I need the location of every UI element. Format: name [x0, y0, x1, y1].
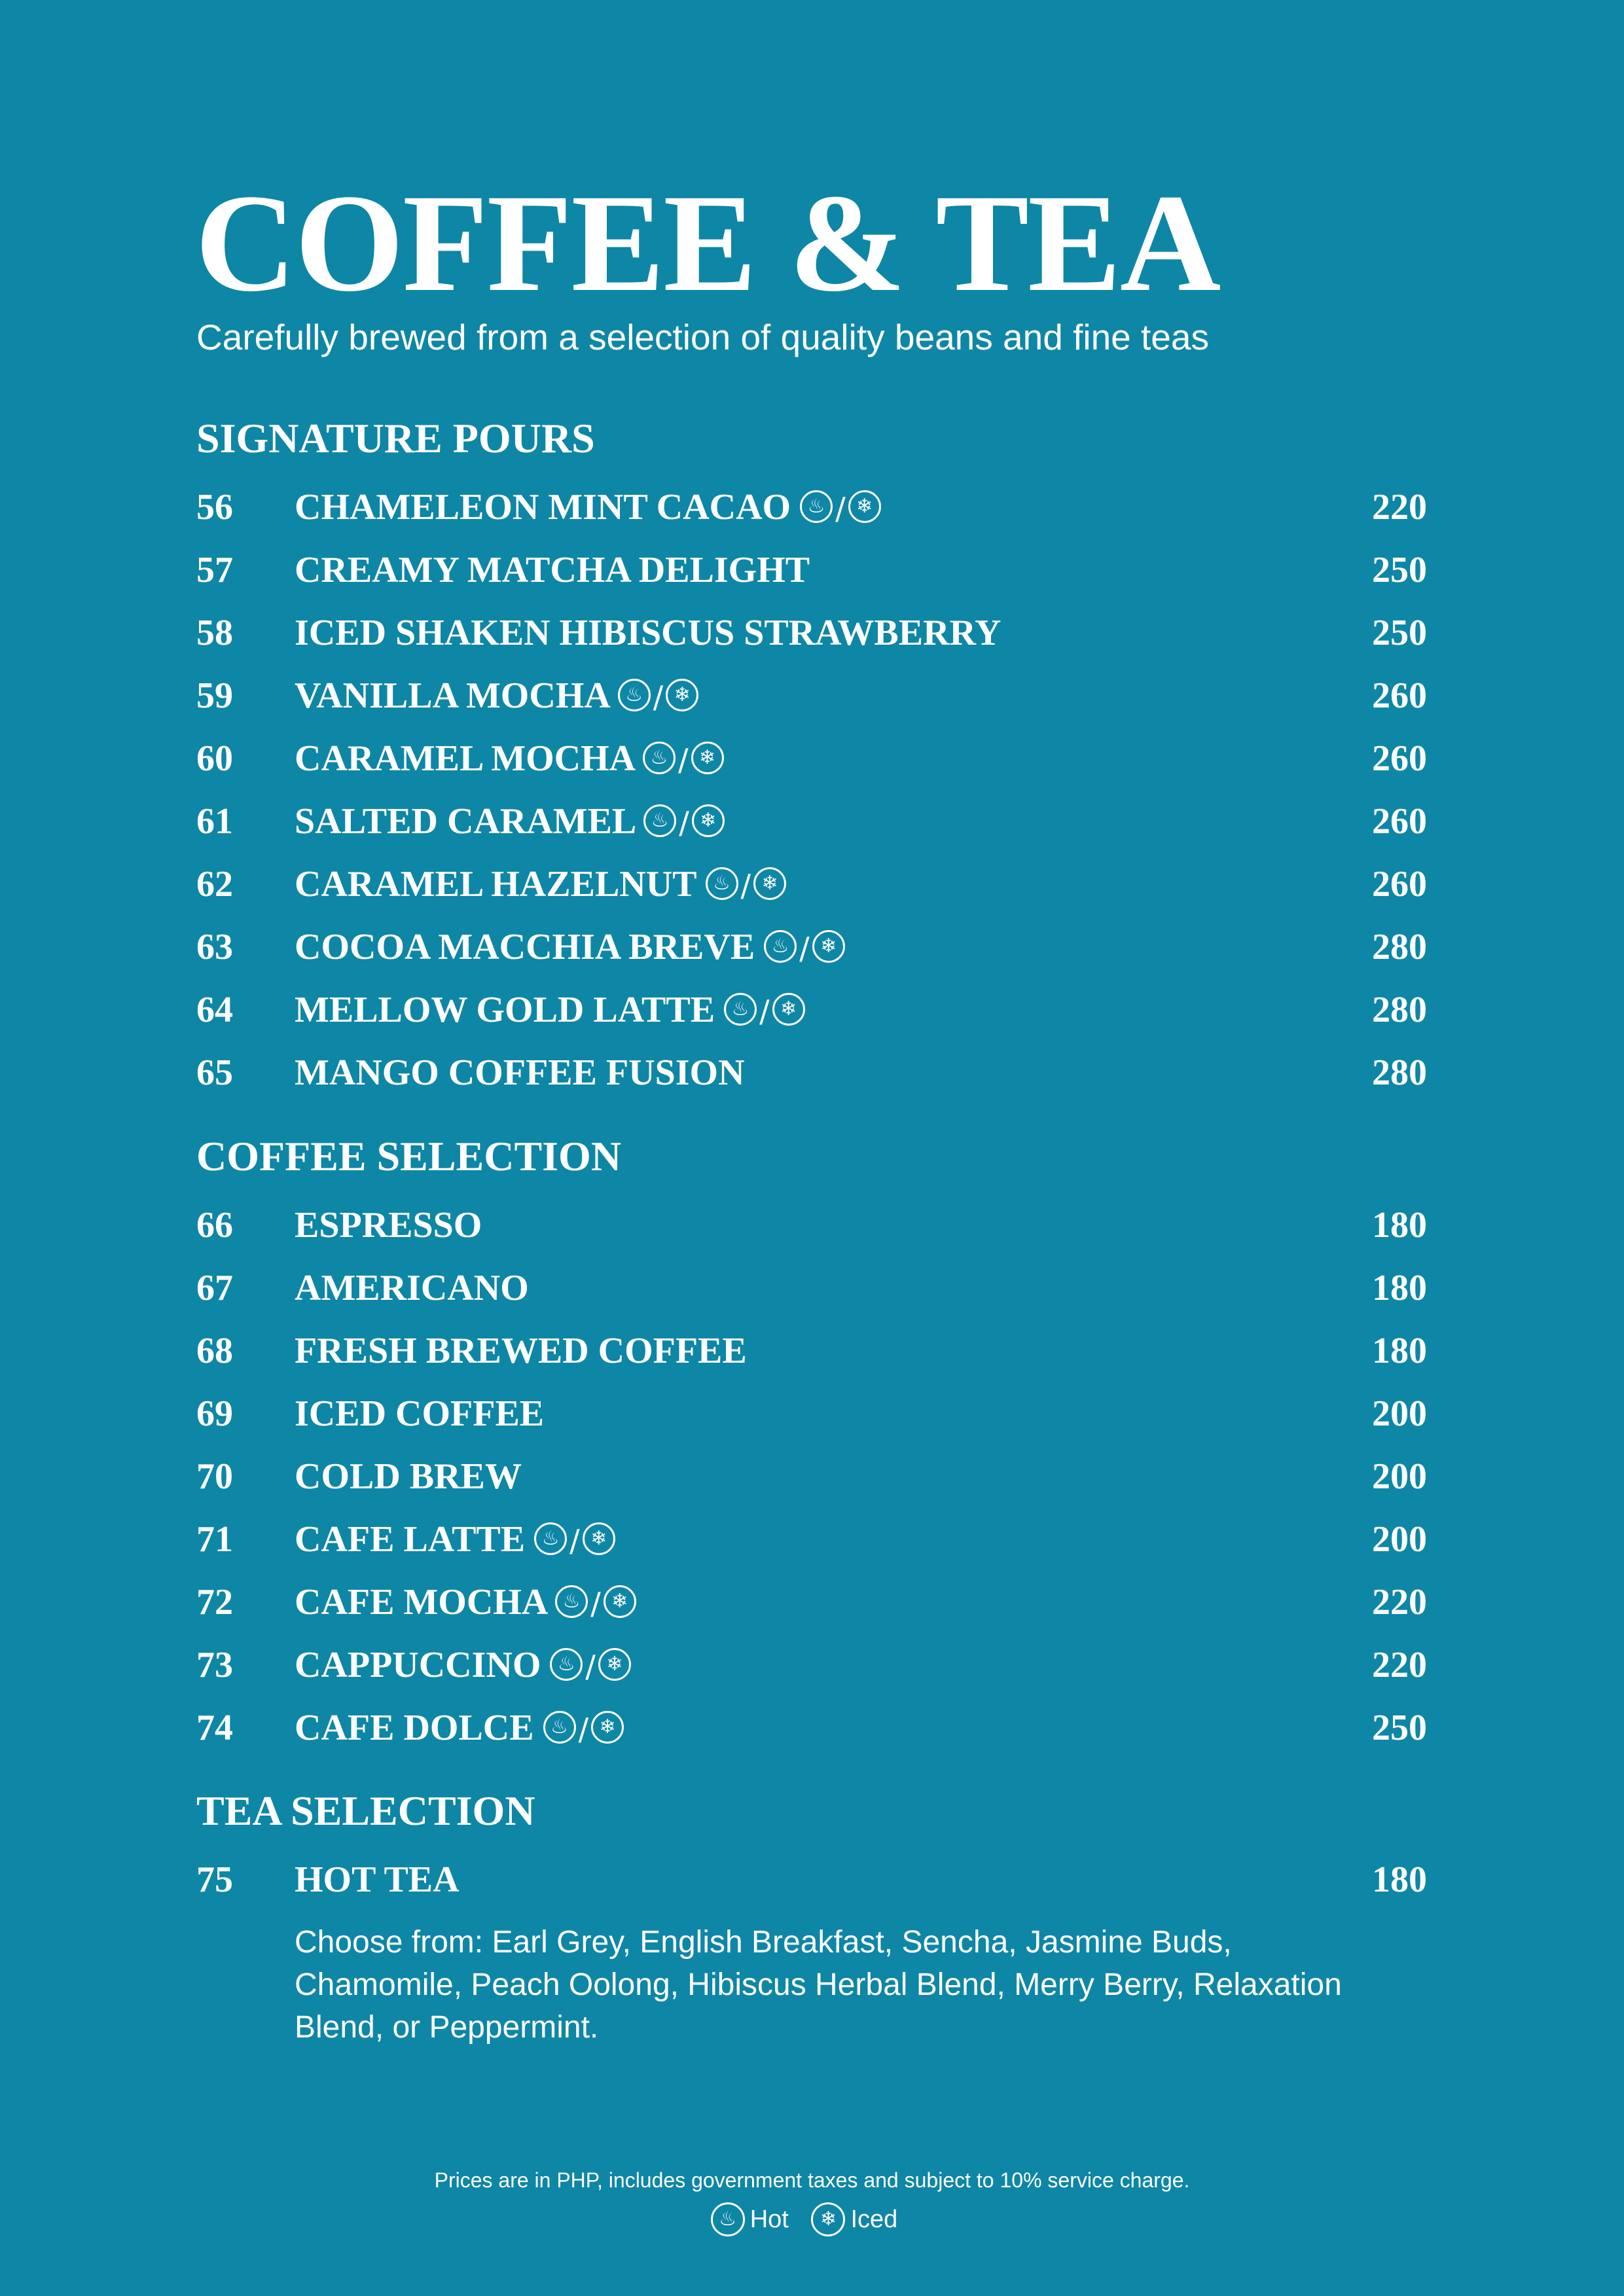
- menu-item-row: [196, 1202, 1427, 1248]
- item-name-group: [295, 924, 845, 971]
- item-name: CHAMELEON MINT CACAO: [295, 487, 791, 528]
- item-price: 260: [1372, 864, 1427, 905]
- item-number: 56: [196, 487, 233, 528]
- item-name-group: [295, 673, 698, 720]
- hot-steam-icon: ♨: [543, 1711, 576, 1744]
- menu-item-row: [196, 673, 1427, 719]
- item-price: 220: [1372, 1645, 1427, 1685]
- hot-steam-icon: ♨: [724, 993, 757, 1026]
- item-number: 74: [196, 1708, 233, 1748]
- hot-steam-icon: ♨: [706, 867, 738, 900]
- hot-steam-icon: ♨: [550, 1648, 583, 1681]
- item-number: 70: [196, 1456, 233, 1497]
- item-name-group: [295, 861, 786, 908]
- item-name: CREAMY MATCHA DELIGHT: [295, 550, 810, 590]
- item-name-group: [295, 547, 810, 593]
- item-name: VANILLA MOCHA: [295, 675, 609, 716]
- menu-item-row: [196, 1391, 1427, 1437]
- item-number: 68: [196, 1331, 233, 1371]
- item-price: 200: [1372, 1393, 1427, 1434]
- hot-steam-icon: ♨: [618, 679, 651, 711]
- hot-steam-icon: ♨: [800, 490, 833, 523]
- item-price: 250: [1372, 1708, 1427, 1748]
- item-number: 71: [196, 1519, 233, 1560]
- item-name: COCOA MACCHIA BREVE: [295, 927, 755, 967]
- menu-item-row: [196, 987, 1427, 1033]
- item-number: 72: [196, 1582, 233, 1623]
- icon-separator: /: [653, 679, 664, 715]
- snowflake-icon: ❄: [753, 867, 786, 900]
- item-name: SALTED CARAMEL: [295, 801, 635, 842]
- icon-separator: /: [740, 868, 751, 903]
- item-price: 180: [1372, 1859, 1427, 1900]
- snowflake-icon: ❄: [591, 1711, 624, 1744]
- snowflake-icon: ❄: [598, 1648, 631, 1681]
- hot-steam-icon: ♨: [534, 1522, 567, 1555]
- item-name-group: [295, 1202, 482, 1248]
- menu-item-row: [196, 547, 1427, 593]
- menu-item-row: [196, 610, 1427, 656]
- icon-separator: /: [759, 994, 770, 1029]
- item-price: 180: [1372, 1331, 1427, 1371]
- icon-separator: /: [569, 1523, 580, 1558]
- item-number: 64: [196, 990, 233, 1030]
- menu-item-row: [196, 1857, 1427, 1903]
- item-price: 220: [1372, 487, 1427, 528]
- item-name: FRESH BREWED COFFEE: [295, 1331, 747, 1371]
- menu-item-row: [196, 484, 1427, 530]
- item-number: 62: [196, 864, 233, 905]
- item-number: 69: [196, 1393, 233, 1434]
- item-name: ICED COFFEE: [295, 1393, 545, 1434]
- item-name-group: [295, 1857, 460, 1903]
- item-name: CAPPUCCINO: [295, 1645, 541, 1685]
- item-number: 67: [196, 1268, 233, 1308]
- item-name: ESPRESSO: [295, 1205, 482, 1246]
- menu-item-row: [196, 1050, 1427, 1096]
- item-number: 60: [196, 738, 233, 779]
- item-name-group: [295, 736, 724, 783]
- menu-item-row: [196, 736, 1427, 781]
- legend-iced-label: Iced: [850, 2206, 898, 2233]
- item-price: 220: [1372, 1582, 1427, 1623]
- snowflake-icon: ❄: [691, 742, 724, 774]
- icon-legend: [0, 2201, 1624, 2238]
- item-price: 280: [1372, 927, 1427, 967]
- item-number: 63: [196, 927, 233, 967]
- menu-item-row: [196, 924, 1427, 970]
- menu-item-row: [196, 1265, 1427, 1311]
- item-price: 250: [1372, 613, 1427, 653]
- item-name: ICED SHAKEN HIBISCUS STRAWBERRY: [295, 613, 1001, 653]
- legend-hot-label: Hot: [749, 2206, 789, 2233]
- snowflake-icon: ❄: [604, 1585, 636, 1618]
- hot-steam-icon: ♨: [711, 2202, 745, 2236]
- snowflake-icon: ❄: [583, 1522, 615, 1555]
- snowflake-icon: ❄: [666, 679, 698, 711]
- item-name-group: [295, 1705, 624, 1752]
- item-name: CAFE LATTE: [295, 1519, 526, 1560]
- icon-separator: /: [799, 931, 810, 966]
- item-name-group: [295, 1516, 615, 1564]
- snowflake-icon: ❄: [848, 490, 881, 523]
- icon-separator: /: [679, 805, 689, 840]
- item-name-group: [295, 610, 1001, 656]
- item-number: 75: [196, 1859, 233, 1900]
- icon-separator: /: [835, 491, 846, 526]
- menu-item-row: [196, 1705, 1427, 1751]
- item-number: 61: [196, 801, 233, 842]
- item-price: 260: [1372, 675, 1427, 716]
- menu-item-row: [196, 1328, 1427, 1374]
- snowflake-icon: ❄: [812, 930, 845, 963]
- item-name-group: [295, 1642, 631, 1689]
- item-number: 73: [196, 1645, 233, 1685]
- item-price: 180: [1372, 1268, 1427, 1308]
- icon-separator: /: [678, 742, 689, 778]
- item-name-group: [295, 1050, 745, 1096]
- section-heading: SIGNATURE POURS: [196, 415, 595, 461]
- item-name: CARAMEL HAZELNUT: [295, 864, 696, 905]
- item-name-group: [295, 1265, 529, 1311]
- item-number: 66: [196, 1205, 233, 1246]
- item-name: CAFE MOCHA: [295, 1582, 547, 1623]
- item-name-group: [295, 1391, 544, 1437]
- hot-steam-icon: ♨: [764, 930, 797, 963]
- tea-description: Choose from: Earl Grey, English Breakfast, Sencha, Jasmine Buds, Chamomile, Peach Oolong, Hibiscus Herbal Blend, Merry Berry, Relaxation Blend, or Peppermint.: [295, 1925, 1342, 2045]
- hot-steam-icon: ♨: [643, 742, 676, 774]
- item-number: 65: [196, 1052, 233, 1093]
- item-name-group: [295, 1454, 522, 1499]
- menu-item-row: [196, 798, 1427, 844]
- menu-item-row: [196, 1642, 1427, 1688]
- section-heading: COFFEE SELECTION: [196, 1133, 622, 1179]
- item-name: MELLOW GOLD LATTE: [295, 990, 715, 1030]
- hot-steam-icon: ♨: [643, 804, 676, 837]
- item-price: 180: [1372, 1205, 1427, 1246]
- item-price: 260: [1372, 738, 1427, 779]
- hot-steam-icon: ♨: [555, 1585, 588, 1618]
- snowflake-icon: ❄: [692, 804, 725, 837]
- item-name-group: [295, 1579, 636, 1626]
- item-price: 280: [1372, 990, 1427, 1030]
- item-price: 280: [1372, 1052, 1427, 1093]
- page-subtitle: Carefully brewed from a selection of quality beans and fine teas: [196, 317, 1209, 357]
- section-heading: TEA SELECTION: [196, 1787, 535, 1834]
- item-price: 250: [1372, 550, 1427, 590]
- item-name: MANGO COFFEE FUSION: [295, 1052, 745, 1093]
- item-price: 260: [1372, 801, 1427, 842]
- menu-item-row: [196, 1454, 1427, 1499]
- item-name-group: [295, 1328, 747, 1374]
- item-name-group: [295, 484, 881, 531]
- item-name: AMERICANO: [295, 1268, 529, 1308]
- item-name-group: [295, 987, 805, 1034]
- snowflake-icon: ❄: [772, 993, 805, 1026]
- item-name: COLD BREW: [295, 1456, 522, 1497]
- item-name: HOT TEA: [295, 1859, 460, 1900]
- item-number: 58: [196, 613, 233, 653]
- menu-item-row: [196, 861, 1427, 907]
- snowflake-icon: ❄: [811, 2202, 845, 2236]
- item-number: 59: [196, 675, 233, 716]
- item-price: 200: [1372, 1456, 1427, 1497]
- icon-separator: /: [590, 1586, 601, 1621]
- item-number: 57: [196, 550, 233, 590]
- icon-separator: /: [578, 1712, 589, 1747]
- item-price: 200: [1372, 1519, 1427, 1560]
- item-name: CAFE DOLCE: [295, 1708, 534, 1748]
- menu-item-row: [196, 1516, 1427, 1562]
- page-title: COFFEE & TEA: [195, 166, 1220, 321]
- menu-item-row: [196, 1579, 1427, 1625]
- item-name-group: [295, 798, 725, 846]
- item-name: CARAMEL MOCHA: [295, 738, 634, 779]
- footer-note: Prices are in PHP, includes government taxes and subject to 10% service charge.: [434, 2168, 1190, 2192]
- icon-separator: /: [585, 1649, 596, 1684]
